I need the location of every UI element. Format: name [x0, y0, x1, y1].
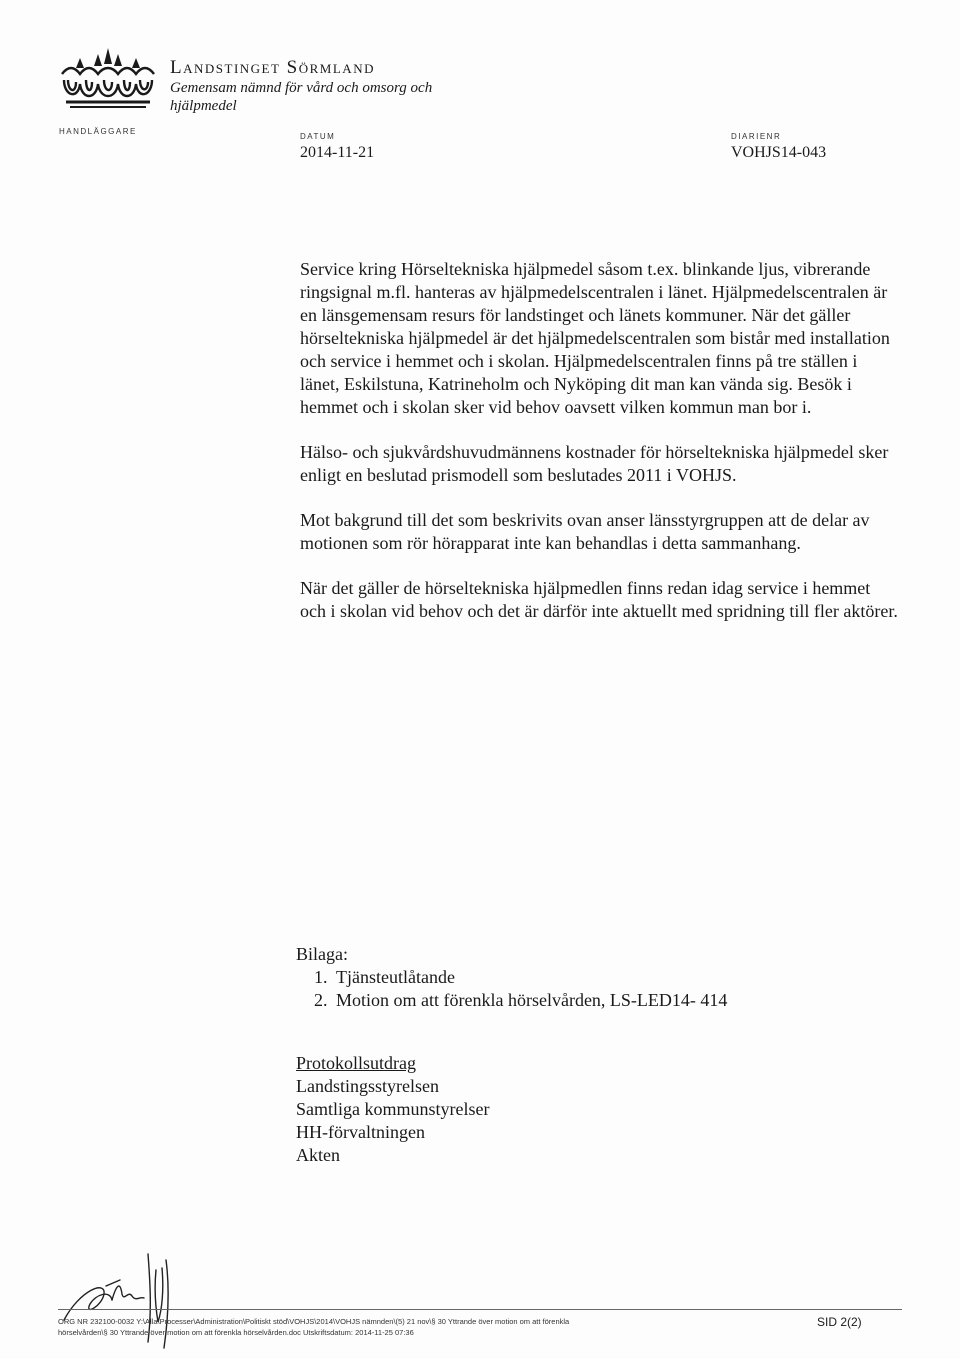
footer-print-info: hörselvården\§ 30 Yttrande över motion om att förenkla hörselvården.doc Utskriftsdatum: 2014-11-25 07:36 [58, 1328, 414, 1337]
diarienr-label: DIARIENR [731, 132, 782, 141]
organization-subtitle: Gemensam nämnd för vård och omsorg och hjälpmedel [170, 80, 433, 114]
letter-body [300, 258, 900, 645]
distribution-section [296, 1052, 696, 1167]
recipient-item: Akten [296, 1145, 340, 1165]
recipient-item: HH-förvaltningen [296, 1122, 425, 1142]
recipient-item: Samtliga kommunstyrelser [296, 1099, 490, 1119]
diarienr-value: VOHJS14-043 [731, 144, 827, 161]
attachments-list [296, 966, 896, 1012]
datum-label: DATUM [300, 132, 336, 141]
body-paragraph: Service kring Hörseltekniska hjälpmedel såsom t.ex. blinkande ljus, vibrerande ringsignal m.fl. hanteras av hjälpmedelscentralen i länet. Hjälpmedelscentralen är en länsgemensam resurs för landstinget och länets kommuner. När det gäller hörseltekniska hjälpmedel är det hjälpmedelscentralen som bistår med installation och service i hemmet och i skolan. Hjälpmedelscentralen finns på tre ställen i länet, Eskilstuna, Katrineholm och Nyköping dit man kan vända sig. Besök i hemmet och i skolan sker vid behov oavsett vilken kommun man bor i. [300, 259, 890, 417]
datum-value: 2014-11-21 [300, 144, 375, 161]
footer-divider [58, 1309, 902, 1310]
page-number: SID 2(2) [817, 1315, 862, 1329]
landstinget-crown-logo [58, 44, 158, 110]
body-paragraph: Mot bakgrund till det som beskrivits ovan anser länsstyrgruppen att de delar av motionen som rör hörapparat inte kan behandlas i detta sammanhang. [300, 510, 870, 553]
organization-name: Landstinget Sörmland [170, 57, 375, 78]
attachment-item: 2. Motion om att förenkla hörselvården, LS-LED14- 414 [332, 989, 896, 1012]
body-paragraph: När det gäller de hörseltekniska hjälpmedlen finns redan idag service i hemmet och i skolan vid behov och det är därför inte aktuellt med spridning till fler aktörer. [300, 578, 898, 621]
recipient-item: Landstingsstyrelsen [296, 1076, 439, 1096]
body-paragraph: Hälso- och sjukvårdshuvudmännens kostnader för hörseltekniska hjälpmedel sker enligt en beslutad prismodell som beslutades 2011 i VOHJS. [300, 442, 889, 485]
distribution-heading: Protokollsutdrag [296, 1053, 416, 1073]
attachments-section [296, 943, 896, 1012]
attachments-heading: Bilaga: [296, 944, 348, 964]
attachment-item: 1. Tjänsteutlåtande [332, 966, 896, 989]
footer-file-path: ORG NR 232100-0032 Y:\Alla\Processer\Administration\Politiskt stöd\VOHJS\2014\VOHJS nämnden\(5) 21 nov\§ 30 Yttrande över motion om att förenkla [58, 1317, 570, 1326]
handlaggare-label: HANDLÄGGARE [59, 127, 137, 136]
